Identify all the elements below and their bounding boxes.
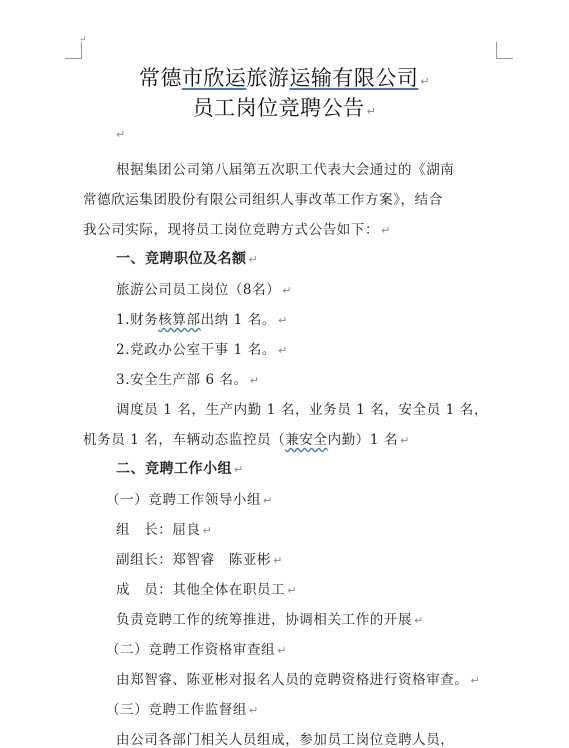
crop-note: ↵ <box>79 35 87 45</box>
item-text: 2.党政办公室干事 1 名。 <box>116 342 276 358</box>
paragraph-mark: ↵ <box>248 253 259 266</box>
paragraph-mark: ↵ <box>414 614 424 627</box>
item-1 <box>116 308 288 328</box>
item-text: 核算部 <box>158 312 201 328</box>
subsection-2 <box>106 638 287 658</box>
item-text: 3.安全生产部 6 名。 <box>116 372 248 388</box>
empty-paragraph <box>114 126 126 142</box>
title-line-1 <box>0 62 569 92</box>
member-text: 副组长：郑智睿 陈亚彬 <box>116 552 272 568</box>
paragraph-mark: ↵ <box>249 374 260 387</box>
detail-text: 内勤）1 名 <box>327 432 399 448</box>
paragraph-mark: ↵ <box>277 644 288 657</box>
vice-leader-line <box>116 548 283 568</box>
paragraph-mark: ↵ <box>282 284 293 297</box>
sub-text: （一）竞聘工作领导小组 <box>106 492 262 508</box>
duty-line-3: 由公司各部门相关人员组成，参加员工岗位竞聘人员， <box>116 732 455 748</box>
paragraph-mark: ↵ <box>287 584 298 597</box>
heading-text: 二、竞聘工作小组 <box>116 461 232 477</box>
sub-text: 旅游公司员工岗位（8名） <box>116 282 281 298</box>
intro-line-1: 根据集团公司第八届第五次职工代表大会通过的《湖南 <box>116 162 455 178</box>
title-text: 市欣运 <box>181 66 247 90</box>
section-2-heading <box>116 458 244 478</box>
crop-mark-top-right <box>496 42 513 59</box>
paragraph-mark: ↵ <box>420 75 431 88</box>
section-1-sub <box>116 278 292 298</box>
subsection-3 <box>106 698 259 718</box>
item-text: 出纳 1 名。 <box>200 312 276 328</box>
duty-text: 负责竞聘工作的统筹推进，协调相关工作的开展 <box>116 612 413 628</box>
member-text: 成 员：其他全体在职员工 <box>116 582 286 598</box>
paragraph-mark: ↵ <box>249 704 259 717</box>
detail-line-2 <box>83 428 410 448</box>
item-3 <box>116 368 260 388</box>
paragraph-mark: ↵ <box>277 314 288 327</box>
paragraph-mark: ↵ <box>263 494 273 507</box>
item-text: 1.财务 <box>116 312 159 328</box>
section-1-heading <box>116 248 258 268</box>
sub-text: （三）竞聘工作监督组 <box>106 702 247 718</box>
paragraph-mark: ↵ <box>202 524 213 537</box>
item-2 <box>116 338 288 358</box>
intro-text: 我公司实际，现将员工岗位竞聘方式公告如下： <box>83 222 380 238</box>
paragraph-mark: ↵ <box>366 105 377 118</box>
duty-text: 由郑智睿、陈亚彬对报名人员的竞聘资格进行资格审查。 <box>116 672 469 688</box>
paragraph-mark: ↵ <box>273 554 283 567</box>
title-text: 运输有限公司 <box>289 66 419 90</box>
paragraph-mark: ↵ <box>400 434 410 447</box>
duty-line-1 <box>116 608 424 628</box>
member-line <box>116 578 297 598</box>
intro-line-3 <box>83 218 391 238</box>
paragraph-mark: ↵ <box>381 224 391 237</box>
leader-line <box>116 518 212 538</box>
heading-text: 一、竞聘职位及名额 <box>116 251 247 267</box>
detail-text: 机务员 1 名，车辆动态监控员（ <box>83 432 286 448</box>
title-text: 员工岗位竞聘公告 <box>192 96 365 120</box>
paragraph-mark: ↵ <box>116 128 126 141</box>
title-text: 常德 <box>138 66 182 90</box>
paragraph-mark: ↵ <box>234 463 244 476</box>
paragraph-mark: ↵ <box>470 674 481 687</box>
intro-line-2: 常德欣运集团股份有限公司组织人事改革工作方案》，结合 <box>83 192 443 208</box>
detail-text: 兼安全 <box>285 432 328 448</box>
title-line-2 <box>0 92 569 122</box>
subsection-1 <box>106 488 273 508</box>
duty-line-2 <box>116 668 480 688</box>
title-text: 旅游 <box>246 66 290 90</box>
detail-line-1: 调度员 1 名，生产内勤 1 名，业务员 1 名，安全员 1 名， <box>116 402 488 418</box>
paragraph-mark: ↵ <box>277 344 288 357</box>
sub-text: （二）竞聘工作资格审查组 <box>106 642 276 658</box>
member-text: 组 长：屈良 <box>116 522 201 538</box>
